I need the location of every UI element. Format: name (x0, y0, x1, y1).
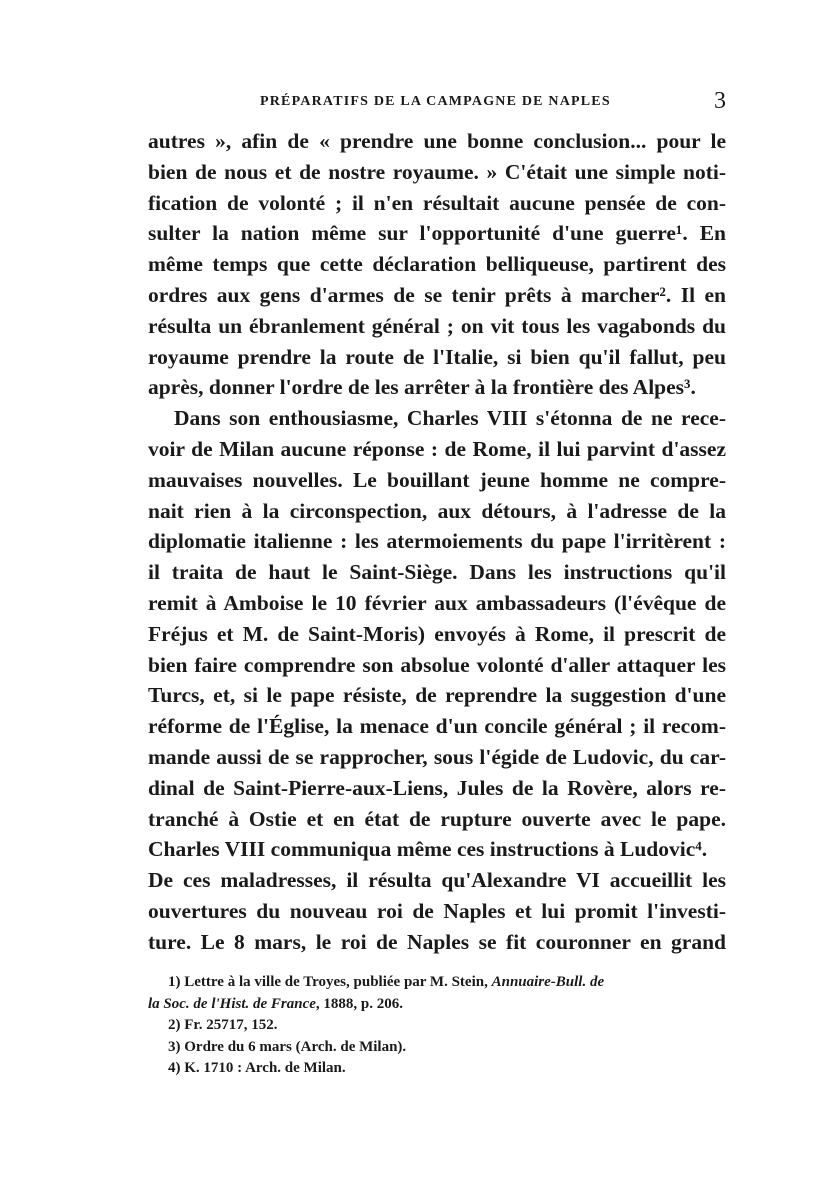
text-line: Turcs, et, si le pape résiste, de reprendre la suggestion d'une (148, 683, 726, 708)
text-line: nait rien à la circonspection, aux détours, à l'adresse de la (148, 498, 726, 523)
text-line: bien faire comprendre son absolue volonté d'aller attaquer les (148, 652, 726, 677)
body-text (148, 126, 726, 958)
footnote-1-text: 1) Lettre à la ville de Troyes, publiée par M. Stein, (168, 974, 492, 990)
text-line: Charles VIII communiqua même ces instructions à Ludovic⁴. (148, 837, 708, 862)
text-line: ouvertures du nouveau roi de Naples et lui promit l'investi- (148, 898, 726, 923)
text-line: Fréjus et M. de Saint-Moris) envoyés à Rome, il prescrit de (148, 621, 726, 646)
text-line: De ces maladresses, il résulta qu'Alexandre VI accueillit les (148, 868, 726, 893)
text-line: tranché à Ostie et en état de rupture ouverte avec le pape. (148, 806, 726, 831)
text-line: résulta un ébranlement général ; on vit tous les vagabonds du (148, 313, 726, 338)
text-line: réforme de l'Église, la menace d'un concile général ; il recom- (148, 714, 726, 739)
text-line: autres », afin de « prendre une bonne conclusion... pour le (148, 129, 726, 153)
text-line: remit à Amboise le 10 février aux ambassadeurs (l'évêque de (148, 590, 726, 615)
text-line: bien de nous et de nostre royaume. » C'était une simple noti- (148, 159, 726, 184)
footnotes (148, 972, 726, 1080)
footnote-4: 4) K. 1710 : Arch. de Milan. (168, 1060, 346, 1076)
text-line: ordres aux gens d'armes de se tenir prêts à marcher². Il en (148, 282, 726, 307)
text-line: Dans son enthousiasme, Charles VIII s'étonna de ne rece- (174, 406, 726, 431)
text-line: sulter la nation même sur l'opportunité d'une guerre¹. En (148, 221, 726, 246)
footnote-1-italic-cont: la Soc. de l'Hist. de France (148, 995, 316, 1012)
footnote-1 (148, 972, 726, 994)
text-line: fication de volonté ; il n'en résultait aucune pensée de con- (148, 190, 726, 215)
footnote-2: 2) Fr. 25717, 152. (168, 1017, 278, 1033)
text-line: dinal de Saint-Pierre-aux-Liens, Jules de la Rovère, alors re- (148, 775, 726, 800)
footnote-3: 3) Ordre du 6 mars (Arch. de Milan). (168, 1038, 407, 1055)
text-line: mauvaises nouvelles. Le bouillant jeune homme ne compre- (148, 467, 726, 492)
running-head (148, 88, 726, 116)
text-line: après, donner l'ordre de les arrêter à la frontière des Alpes³. (148, 375, 696, 400)
running-title: PRÉPARATIFS DE LA CAMPAGNE DE NAPLES (260, 94, 611, 109)
footnote-1-continued (148, 994, 726, 1016)
text-line: même temps que cette déclaration belliqueuse, partirent des (148, 252, 726, 277)
page-number: 3 (714, 88, 726, 114)
text-line: il traita de haut le Saint-Siège. Dans les instructions qu'il (148, 560, 726, 585)
footnote-1-italic: Annuaire-Bull. de (491, 974, 605, 990)
text-line: mande aussi de se rapprocher, sous l'égide de Ludovic, du car- (148, 744, 726, 769)
text-line: voir de Milan aucune réponse : de Rome, il lui parvint d'assez (148, 436, 726, 461)
footnote-1-text-cont: , 1888, p. 206. (315, 995, 404, 1012)
text-line: royaume prendre la route de l'Italie, si bien qu'il fallut, peu (148, 344, 726, 369)
text-line: ture. Le 8 mars, le roi de Naples se fit couronner en grand (148, 929, 726, 954)
text-line: diplomatie italienne : les atermoiements du pape l'irritèrent : (148, 529, 726, 554)
